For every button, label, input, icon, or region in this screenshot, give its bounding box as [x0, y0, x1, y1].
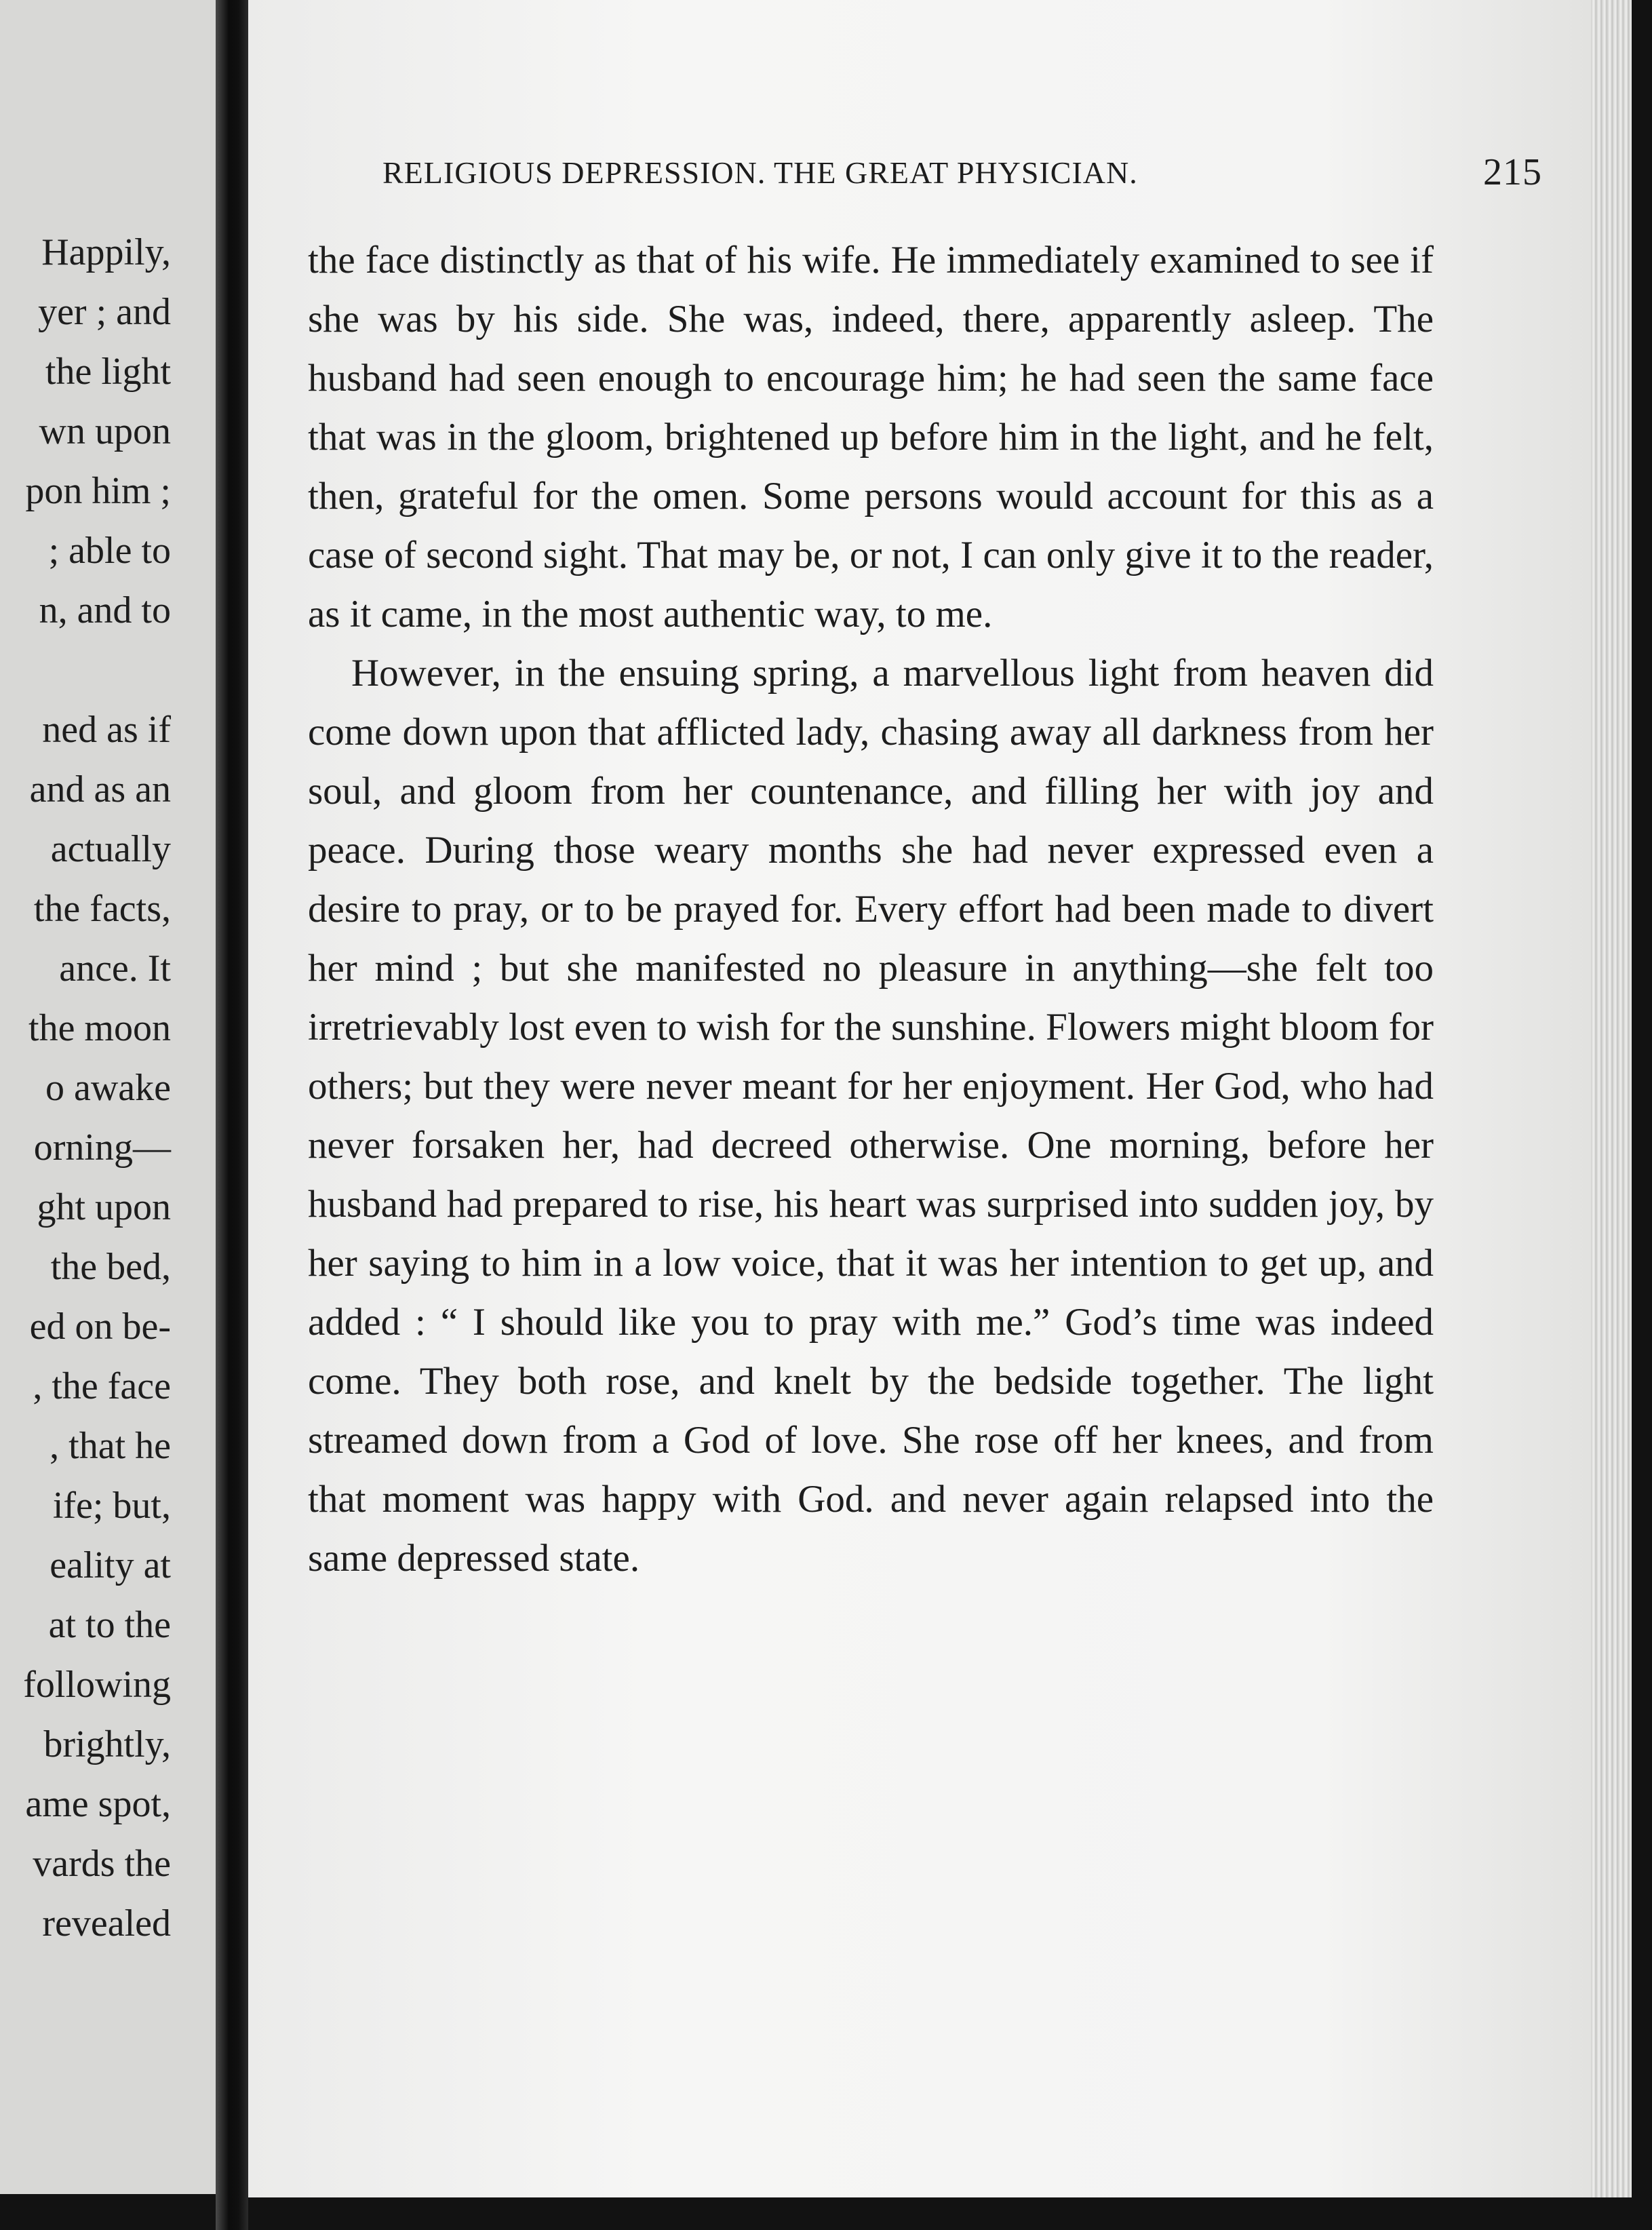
- left-page-line: and as an: [29, 768, 171, 810]
- left-page-line: [0, 640, 171, 700]
- left-page-line: vards the: [33, 1843, 171, 1885]
- left-page-line: o awake: [45, 1067, 171, 1109]
- left-page-line: ; able to: [48, 530, 171, 572]
- left-page-line: Happily,: [41, 231, 171, 273]
- left-page-line: , the face: [33, 1365, 171, 1407]
- paragraph-1: the face distinctly as that of his wife. He immediately examined to see if she was by his side. She was, indeed, there, apparently asleep. The husband had seen enough to encourage him; he had seen the same face that was in the gloom, brightened up before him in the light, and he felt, then, grateful for the omen. Some persons would account for this as a case of second sight. That may be, or not, I can only give it to the reader, as it came, in the most authentic way, to me.: [308, 239, 1434, 635]
- left-page-line: ght upon: [37, 1186, 171, 1228]
- left-page-line: pon him ;: [25, 470, 171, 512]
- left-page-line: wn upon: [39, 410, 171, 452]
- left-page-line: the light: [45, 351, 171, 393]
- left-page: [0, 0, 216, 2194]
- left-page-line: ed on be-: [29, 1306, 171, 1348]
- left-page-line: actually: [50, 828, 171, 870]
- left-page-line: n, and to: [39, 589, 171, 631]
- left-page-line: brightly,: [43, 1723, 171, 1765]
- body-text: [308, 231, 1434, 1588]
- left-page-line: eality at: [50, 1544, 171, 1586]
- left-page-line: ame spot,: [25, 1783, 171, 1825]
- left-page-text: [0, 222, 171, 1953]
- left-page-line: , that he: [50, 1425, 171, 1467]
- left-page-line: the moon: [28, 1007, 171, 1049]
- left-page-line: at to the: [48, 1604, 171, 1646]
- running-head: RELIGIOUS DEPRESSION. THE GREAT PHYSICIAN.: [382, 155, 1138, 190]
- page-edge: [1591, 0, 1632, 2197]
- left-page-line: revealed: [42, 1902, 171, 1944]
- left-page-line: the bed,: [50, 1246, 171, 1288]
- left-page-line: yer ; and: [38, 291, 171, 333]
- book-gutter: [216, 0, 248, 2230]
- left-page-line: following: [23, 1664, 171, 1706]
- page-number: 215: [1483, 151, 1542, 193]
- left-page-line: ned as if: [42, 709, 171, 751]
- left-page-line: ance. It: [59, 947, 171, 990]
- paragraph-2: However, in the ensuing spring, a marvellous light from heaven did come down upon that afflicted lady, chasing away all darkness from her soul, and gloom from her countenance, and filling her with joy and peace. During those weary months she had never expressed even a desire to pray, or to be prayed for. Every effort had been made to divert her mind ; but she manifested no pleasure in anything—she felt too irretrievably lost even to wish for the sunshine. Flowers might bloom for others; but they were never meant for her enjoyment. Her God, who had never forsaken her, had decreed otherwise. One morning, before her husband had prepared to rise, his heart was surprised into sudden joy, by her saying to him in a low voice, that it was her intention to get up, and added : “ I should like you to pray with me.” God’s time was indeed come. They both rose, and knelt by the bedside together. The light streamed down from a God of love. She rose off her knees, and from that moment was happy with God. and never again relapsed into the same depressed state.: [308, 652, 1434, 1580]
- left-page-line: ife; but,: [52, 1485, 171, 1527]
- page-header: [382, 151, 1556, 193]
- left-page-line: orning—: [33, 1127, 171, 1169]
- right-page: [248, 0, 1591, 2197]
- left-page-line: the facts,: [33, 888, 171, 930]
